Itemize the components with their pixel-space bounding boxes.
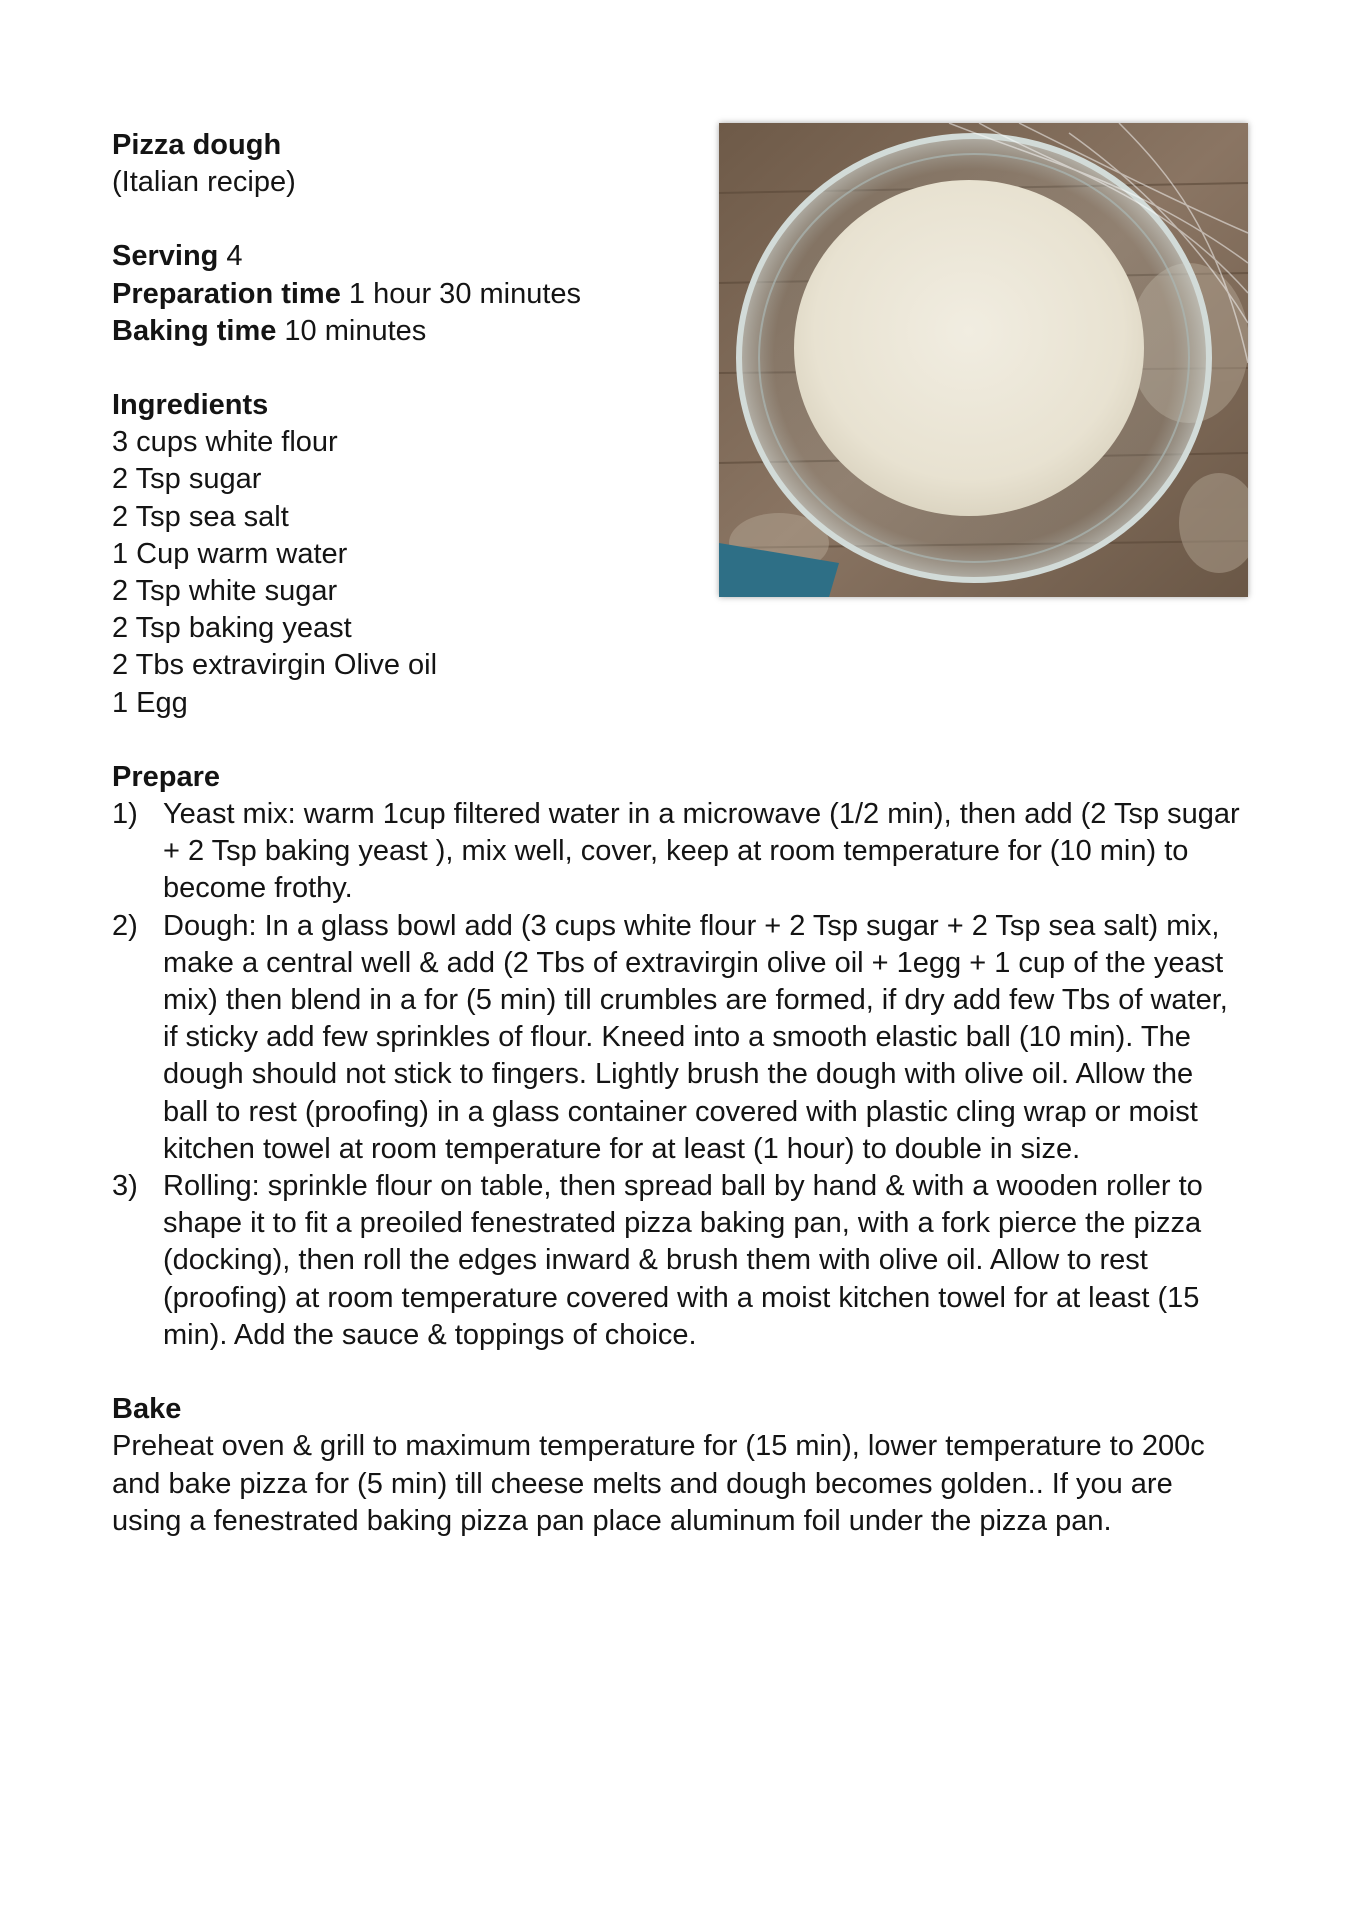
recipe-subtitle: (Italian recipe) [112, 166, 296, 199]
bake-heading: Bake [112, 1393, 182, 1426]
bake-text: Preheat oven & grill to maximum temperature for (15 min), lower temperature to 200c and bake pizza for (5 min) till cheese melts and dough becomes golden.. If you are using a fenestrated baking pizza pan place aluminum foil under the pizza pan. [112, 1430, 1205, 1537]
step-number: 2) [112, 909, 138, 942]
step-text: Dough: In a glass bowl add (3 cups white flour + 2 Tsp sugar + 2 Tsp sea salt) mix, make a central well & add (2 Tbs of extravirgin olive oil + 1egg + 1 cup of the yeast mix) then blend in a for (5 min) till crumbles are formed, if dry add few Tbs of water, if sticky add few sprinkles of flour. Kneed into a smooth elastic ball (10 min). The dough should not stick to fingers. Lightly brush the dough with olive oil. Allow the ball to rest (proofing) in a glass container covered with plastic cling wrap or moist kitchen towel at room temperature for at least (1 hour) to double in size. [163, 909, 1228, 1165]
dough-bowl-photo [719, 123, 1248, 597]
dough-ball [794, 180, 1144, 516]
ingredient-item: 2 Tsp white sugar [112, 575, 338, 608]
step-text: Yeast mix: warm 1cup filtered water in a microwave (1/2 min), then add (2 Tsp sugar + 2 Tsp baking yeast ), mix well, cover, keep at room temperature for (10 min) to become frothy. [163, 798, 1240, 905]
ingredients-heading: Ingredients [112, 389, 269, 422]
prepare-heading: Prepare [112, 760, 221, 793]
ingredient-item: 3 cups white flour [112, 426, 338, 459]
bake-time-label: Baking time [112, 314, 277, 347]
spacer [112, 722, 1242, 759]
ingredient-item: 2 Tbs extravirgin Olive oil [112, 649, 438, 682]
spacer [112, 1354, 1242, 1391]
ingredient-item: 2 Tsp baking yeast [112, 612, 352, 645]
step-item [112, 1168, 1242, 1354]
serving-label: Serving [112, 240, 219, 273]
step-number: 3) [112, 1170, 138, 1203]
prep-time-value: 1 hour 30 minutes [340, 277, 582, 310]
ingredient-item: 1 Egg [112, 686, 188, 719]
recipe-title: Pizza dough [112, 129, 282, 161]
step-number: 1) [112, 798, 138, 831]
prep-time-label: Preparation time [112, 277, 341, 310]
ingredient-item: 2 Tsp sugar [112, 463, 262, 496]
ingredient-item: 2 Tsp sea salt [112, 500, 289, 533]
bake-time-value: 10 minutes [276, 314, 427, 347]
step-text: Rolling: sprinkle flour on table, then spread ball by hand & with a wooden roller to shape it to fit a preoiled fenestrated pizza baking pan, with a fork pierce the pizza (docking), then roll the edges inward & brush them with olive oil. Allow to rest (proofing) at room temperature covered with a moist kitchen towel for at least (15 min). Add the sauce & toppings of choice. [163, 1170, 1203, 1351]
step-item [112, 908, 1242, 1168]
step-item [112, 796, 1242, 908]
ingredient-item: 1 Cup warm water [112, 537, 348, 570]
serving-value: 4 [218, 240, 243, 273]
dough-bowl-illustration [719, 123, 1248, 597]
prepare-steps [112, 796, 1242, 1354]
